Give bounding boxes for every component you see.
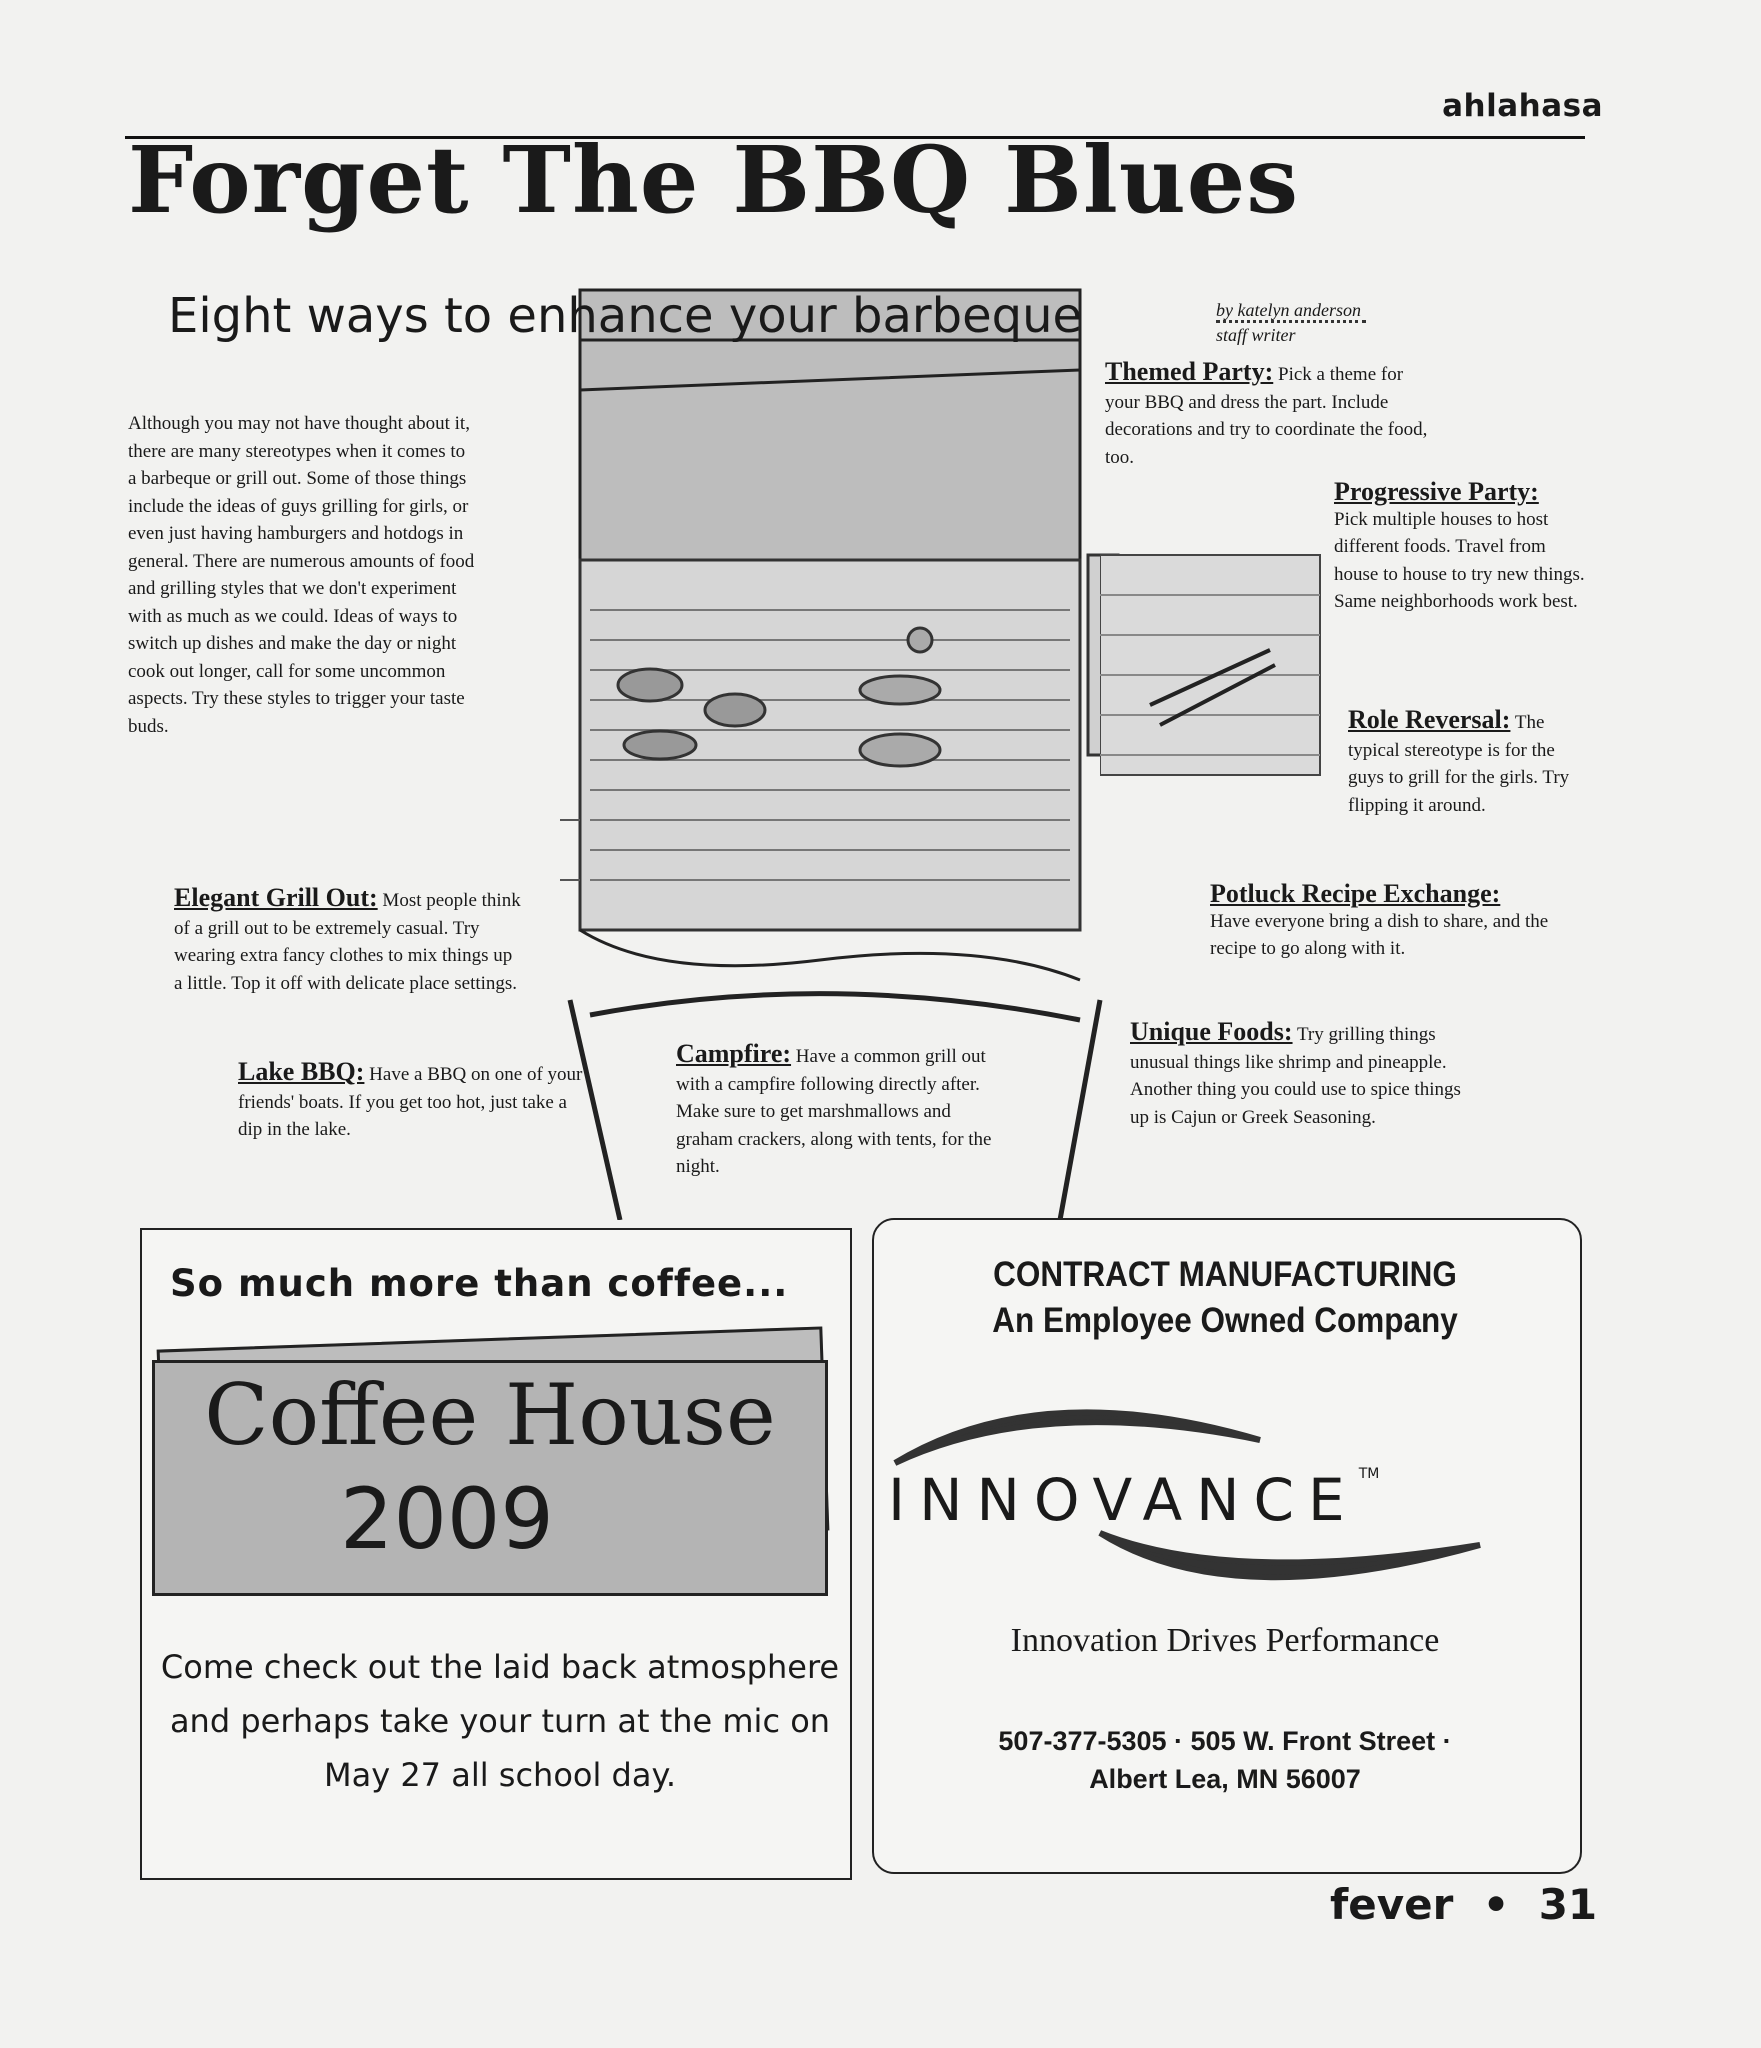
bullet-separator: •: [1467, 1880, 1525, 1929]
innovance-contact-line2: Albert Lea, MN 56007: [1089, 1764, 1361, 1794]
page-footer: [1330, 1880, 1597, 1929]
coffee-ad-title: Coffee House: [204, 1366, 776, 1464]
innovance-line1: CONTRACT MANUFACTURING: [993, 1255, 1457, 1294]
coffee-ad-headline: So much more than coffee...: [170, 1262, 789, 1305]
side-table-illustration: [1100, 545, 1330, 785]
tip-title: Elegant Grill Out:: [174, 883, 378, 912]
innovance-contact: [880, 1722, 1570, 1798]
tip-text: Most people think of a grill out to be extremely casual. Try wearing extra fancy clothes to mix things up a little. Top it off with delicate place settings.: [174, 890, 521, 994]
tip-text: Have everyone bring a dish to share, and the recipe to go along with it.: [1210, 910, 1549, 959]
intro-paragraph: Although you may not have thought about it, there are many stereotypes when it comes to a barbeque or grill out. Some of those things include the ideas of guys grilling for girls, or even just having hamburgers and hotdogs in general. There are numerous amounts of food and grilling styles that we don't experiment with as much as we could. Ideas of ways to switch up dishes and make the day or night cook out longer, call for some uncommon aspects. Try these styles to trigger your taste buds.: [128, 413, 475, 737]
innovance-contact-line1: 507-377-5305 · 505 W. Front Street ·: [998, 1726, 1452, 1756]
innovance-tagline: Innovation Drives Performance: [1010, 1622, 1440, 1659]
innovance-brand: [888, 1466, 1379, 1534]
tip-text: The typical stereotype is for the guys to grill for the girls. Try flipping it around.: [1348, 712, 1570, 816]
tip-title: Role Reversal:: [1348, 705, 1511, 734]
tip-themed-party: [1105, 358, 1435, 471]
section-tag: ahlahasa: [1442, 88, 1603, 124]
tip-progressive-party: [1334, 478, 1594, 616]
tip-potluck-recipe-exchange: [1210, 880, 1570, 963]
tip-title: Lake BBQ:: [238, 1057, 365, 1086]
byline-author: by katelyn anderson: [1216, 300, 1361, 320]
tip-title: Potluck Recipe Exchange:: [1210, 879, 1501, 908]
tip-text: Have a BBQ on one of your friends' boats. If you get too hot, just take a dip in the lake.: [238, 1064, 583, 1140]
coffee-ad-year: 2009: [340, 1470, 554, 1568]
trademark-symbol: TM: [1358, 1466, 1380, 1482]
page-number: 31: [1538, 1880, 1598, 1929]
tip-text: Try grilling things unusual things like shrimp and pineapple. Another thing you could use to spice things up is Cajun or Greek Seasoning.: [1130, 1024, 1461, 1128]
tip-title: Themed Party:: [1105, 357, 1274, 386]
coffee-ad-body: Come check out the laid back atmosphere and perhaps take your turn at the mic on May 27 all school day.: [160, 1648, 840, 1794]
byline: [1216, 300, 1366, 345]
tip-text: Pick multiple houses to host different foods. Travel from house to house to try new things. Same neighborhoods work best.: [1334, 508, 1585, 612]
publication-name: fever: [1330, 1880, 1454, 1929]
tip-unique-foods: [1130, 1018, 1475, 1131]
tip-text: Pick a theme for your BBQ and dress the part. Include decorations and try to coordinate the food, too.: [1105, 364, 1428, 468]
tip-lake-bbq: [238, 1058, 583, 1144]
innovance-line2: An Employee Owned Company: [992, 1301, 1458, 1340]
tip-campfire: [676, 1040, 1011, 1181]
tip-role-reversal: [1348, 706, 1593, 819]
tip-title: Campfire:: [676, 1039, 792, 1068]
byline-dots: [1216, 320, 1366, 323]
byline-role: staff writer: [1216, 325, 1296, 345]
innovance-ad-header: [915, 1252, 1536, 1344]
tip-title: Unique Foods:: [1130, 1017, 1293, 1046]
article-subheadline: Eight ways to enhance your barbeque: [168, 288, 1083, 344]
tip-text: Have a common grill out with a campfire following directly after. Make sure to get marshmallows and graham crackers, along with tents, for the night.: [676, 1046, 992, 1177]
innovance-wordmark: INNOVANCE: [888, 1466, 1359, 1534]
tip-elegant-grill-out: [174, 884, 524, 997]
tip-title: Progressive Party:: [1334, 477, 1539, 506]
article-headline: Forget The BBQ Blues: [128, 126, 1300, 234]
